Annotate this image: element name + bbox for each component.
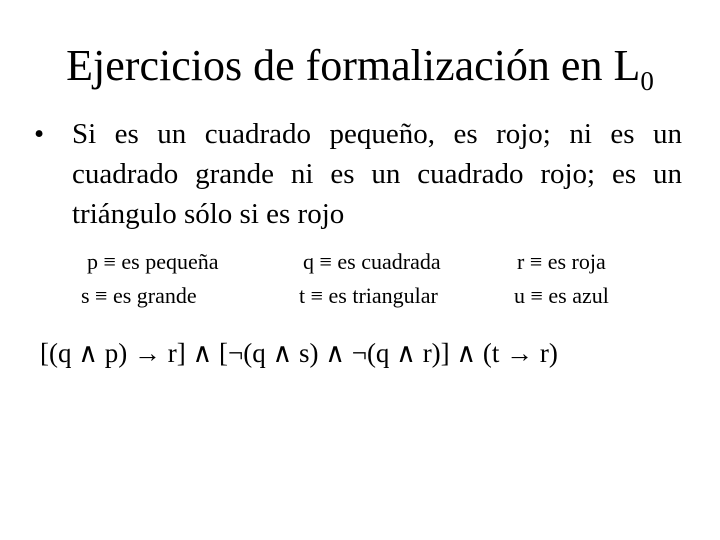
definition-s: s ≡ es grande — [81, 283, 197, 308]
definition-u: u ≡ es azul — [514, 283, 609, 308]
bullet-item — [34, 114, 682, 234]
definition-r: r ≡ es roja — [517, 249, 606, 274]
title-main: Ejercicios de formalización en L — [66, 41, 641, 90]
bullet-text: Si es un cuadrado pequeño, es rojo; ni es un cuadrado grande ni es un cuadrado rojo; es un triángulo sólo si es rojo — [72, 118, 682, 230]
definitions-grid — [0, 245, 720, 315]
definition-q: q ≡ es cuadrada — [303, 249, 441, 274]
definition-t: t ≡ es triangular — [299, 283, 438, 308]
slide-title — [0, 38, 720, 109]
bullet-icon: • — [34, 118, 45, 150]
formula: [(q ∧ p) → r] ∧ [¬(q ∧ s) ∧ ¬(q ∧ r)] ∧ (t → r) — [40, 338, 558, 368]
definition-p: p ≡ es pequeña — [87, 249, 219, 274]
title-subscript: 0 — [640, 66, 654, 96]
